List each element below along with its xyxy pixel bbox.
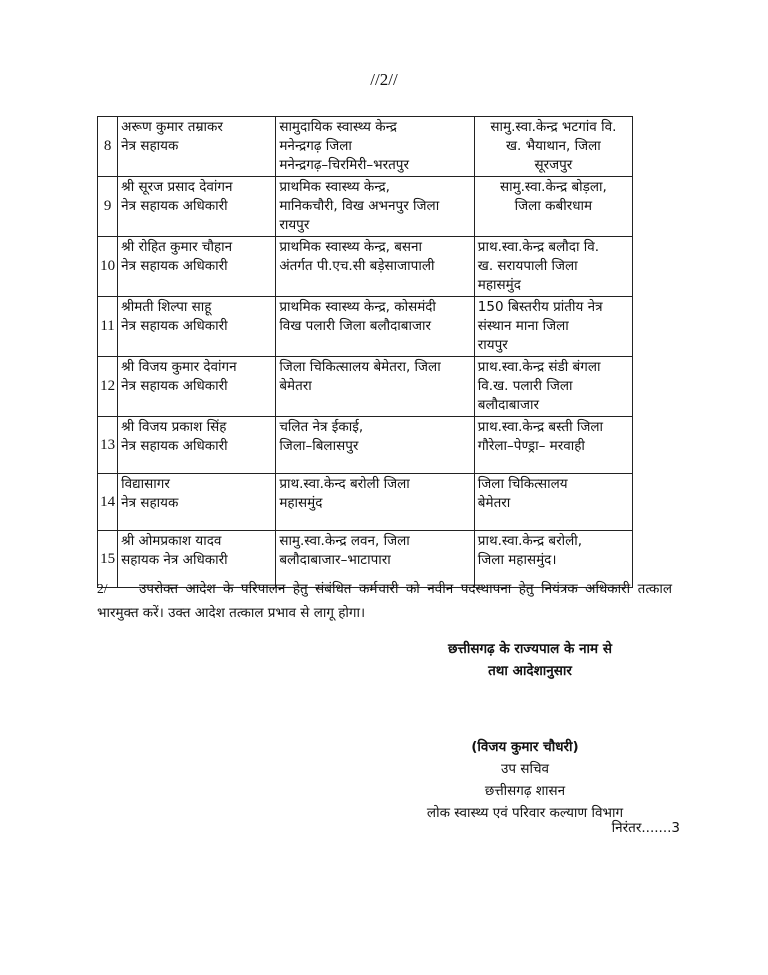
serial-number: 15 — [98, 531, 118, 588]
current-posting-line: मनेन्द्रगढ़ जिला — [279, 138, 352, 154]
new-posting-line: सूरजपुर — [534, 157, 573, 173]
new-posting-line: संस्थान माना जिला — [477, 318, 569, 334]
current-posting-line: अंतर्गत पी.एच.सी बड़ेसाजापाली — [279, 258, 435, 274]
employee-line: नेत्र सहायक अधिकारी — [121, 318, 228, 334]
current-posting-cell — [276, 297, 474, 357]
current-posting-line: विख पलारी जिला बलौदाबाजार — [279, 318, 431, 334]
table-row — [98, 417, 633, 474]
governor-line-2: तथा आदेशानुसार — [488, 663, 572, 679]
new-posting-cell — [474, 417, 632, 474]
current-posting-cell — [276, 177, 474, 237]
current-posting-cell — [276, 417, 474, 474]
transfer-table-body — [98, 117, 633, 588]
employee-line: श्री विजय कुमार देवांगन — [121, 359, 237, 375]
current-posting-line: चलित नेत्र ईकाई, — [279, 419, 364, 435]
employee-line: श्री ओमप्रकाश यादव — [121, 533, 222, 549]
current-posting-line: जिला–बिलासपुर — [279, 438, 359, 454]
paragraph-number: 2/ — [97, 581, 108, 596]
signatory-name: (विजय कुमार चौधरी) — [471, 739, 579, 755]
employee-cell — [118, 297, 276, 357]
employee-cell — [118, 237, 276, 297]
current-posting-line: बेमेतरा — [279, 378, 312, 394]
new-posting-line: बेमेतरा — [477, 495, 511, 511]
governor-line-1: छत्तीसगढ़ के राज्यपाल के नाम से — [448, 641, 612, 657]
new-posting-line: जिला कबीरधाम — [514, 198, 593, 214]
new-posting-line: गौरेला–पेण्ड्रा– मरवाही — [477, 438, 585, 454]
governor-authority — [405, 638, 655, 682]
employee-line: श्री सूरज प्रसाद देवांगन — [121, 179, 233, 195]
employee-line: नेत्र सहायक अधिकारी — [121, 258, 228, 274]
signatory-designation: उप सचिव — [500, 761, 550, 777]
serial-number: 14 — [98, 474, 118, 531]
signatory-block — [360, 736, 690, 824]
employee-line: श्रीमती शिल्पा साहू — [121, 299, 212, 315]
new-posting-cell — [474, 357, 632, 417]
employee-line: श्री विजय प्रकाश सिंह — [121, 419, 227, 435]
new-posting-line: रायपुर — [477, 337, 508, 353]
new-posting-line: वि.ख. पलारी जिला — [477, 378, 573, 394]
employee-cell — [118, 357, 276, 417]
current-posting-line: जिला चिकित्सालय बेमेतरा, जिला — [279, 359, 441, 375]
employee-cell — [118, 117, 276, 177]
new-posting-line: प्राथ.स्वा.केन्द्र बस्ती जिला — [477, 419, 604, 435]
current-posting-line: सामु.स्वा.केन्द्र लवन, जिला — [279, 533, 410, 549]
employee-line: श्री रोहित कुमार चौहान — [121, 239, 233, 255]
new-posting-line: सामु.स्वा.केन्द्र भटगांव वि. — [490, 119, 617, 135]
new-posting-cell — [474, 237, 632, 297]
new-posting-line: प्राथ.स्वा.केन्द्र बलौदा वि. — [477, 239, 600, 255]
employee-line: सहायक नेत्र अधिकारी — [121, 552, 228, 568]
new-posting-cell — [474, 297, 632, 357]
current-posting-cell — [276, 474, 474, 531]
current-posting-line: महासमुंद — [279, 495, 323, 511]
paragraph-text: उपरोक्त आदेश के परिपालन हेतु संबंधित कर्मचारी को नवीन पदस्थापना हेतु नियंत्रक अधिकारी तत्काल भारमुक्त करें। उक्त आदेश तत्काल प्रभाव से लागू होगा। — [97, 581, 672, 621]
current-posting-line: मानिकचौरी, विख अभनपुर जिला — [279, 198, 440, 214]
new-posting-line: 150 बिस्तरीय प्रांतीय नेत्र — [477, 299, 603, 315]
serial-number: 12 — [98, 357, 118, 417]
current-posting-line: मनेन्द्रगढ़–चिरमिरी–भरतपुर — [279, 157, 409, 173]
page-number: //2// — [370, 70, 398, 89]
new-posting-line: प्राथ.स्वा.केन्द्र संडी बंगला — [477, 359, 601, 375]
employee-line: नेत्र सहायक — [121, 138, 179, 154]
new-posting-line: जिला महासमुंद। — [477, 552, 557, 568]
instruction-paragraph — [97, 577, 672, 625]
current-posting-line: प्राथ.स्वा.केन्द बरोली जिला — [279, 476, 410, 492]
table-row — [98, 357, 633, 417]
employee-line: नेत्र सहायक अधिकारी — [121, 378, 228, 394]
current-posting-line: प्राथमिक स्वास्थ्य केन्द्र, कोसमंदी — [279, 299, 436, 315]
serial-number: 8 — [98, 117, 118, 177]
new-posting-line: बलौदाबाजार — [477, 397, 540, 413]
current-posting-line: रायपुर — [279, 217, 310, 233]
table-row — [98, 177, 633, 237]
new-posting-cell — [474, 177, 632, 237]
new-posting-cell — [474, 474, 632, 531]
employee-cell — [118, 417, 276, 474]
new-posting-line: महासमुंद — [477, 277, 521, 293]
new-posting-line: ख. सरायपाली जिला — [477, 258, 578, 274]
employee-line: अरूण कुमार तम्राकर — [121, 119, 223, 135]
new-posting-line: सामु.स्वा.केन्द्र बोड़ला, — [499, 179, 607, 195]
signatory-department: लोक स्वास्थ्य एवं परिवार कल्याण विभाग — [426, 805, 624, 821]
employee-line: नेत्र सहायक अधिकारी — [121, 438, 228, 454]
serial-number: 11 — [98, 297, 118, 357]
new-posting-line: प्राथ.स्वा.केन्द्र बरोली, — [477, 533, 583, 549]
table-row — [98, 117, 633, 177]
employee-line: विद्यासागर — [121, 476, 170, 492]
table-row — [98, 297, 633, 357]
continued-marker: निरंतर.......3 — [611, 820, 680, 836]
current-posting-line: सामुदायिक स्वास्थ्य केन्द्र — [279, 119, 397, 135]
employee-cell — [118, 177, 276, 237]
employee-cell — [118, 474, 276, 531]
current-posting-line: बलौदाबाजार–भाटापारा — [279, 552, 391, 568]
current-posting-line: प्राथमिक स्वास्थ्य केन्द्र, — [279, 179, 390, 195]
table-row — [98, 237, 633, 297]
current-posting-line: प्राथमिक स्वास्थ्य केन्द्र, बसना — [279, 239, 423, 255]
serial-number: 13 — [98, 417, 118, 474]
current-posting-cell — [276, 237, 474, 297]
new-posting-cell — [474, 117, 632, 177]
new-posting-line: जिला चिकित्सालय — [477, 476, 568, 492]
employee-line: नेत्र सहायक अधिकारी — [121, 198, 228, 214]
signatory-government: छत्तीसगढ़ शासन — [484, 783, 566, 799]
current-posting-cell — [276, 357, 474, 417]
serial-number: 10 — [98, 237, 118, 297]
current-posting-cell — [276, 117, 474, 177]
serial-number: 9 — [98, 177, 118, 237]
employee-line: नेत्र सहायक — [121, 495, 179, 511]
table-row — [98, 474, 633, 531]
transfer-table — [97, 116, 633, 588]
new-posting-line: ख. भैयाथान, जिला — [505, 138, 601, 154]
